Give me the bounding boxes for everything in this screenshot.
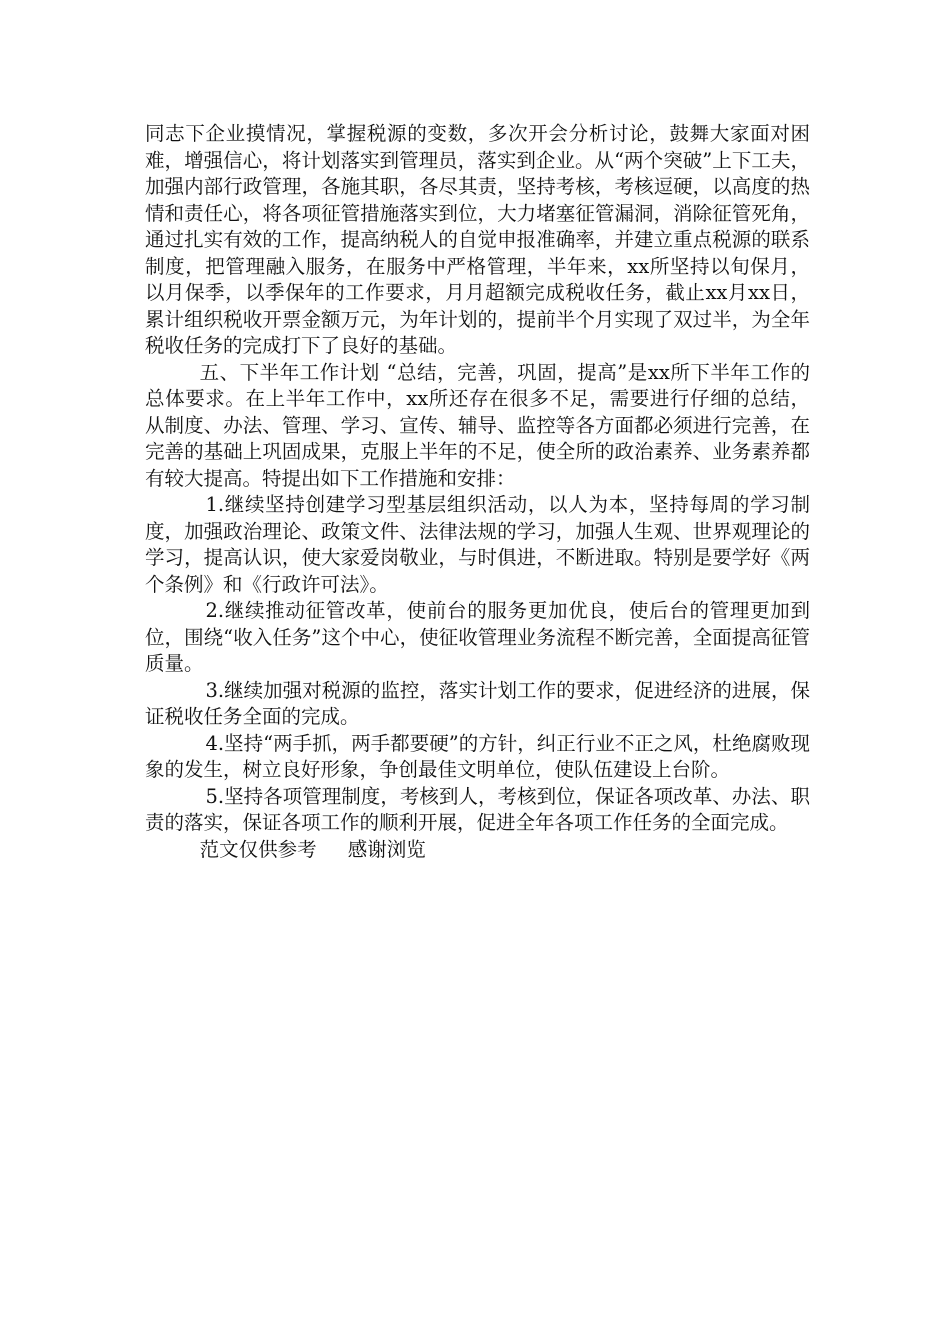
work-plan-paragraph: 五、下半年工作计划 “总结，完善，巩固，提高”是xx所下半年工作的总体要求。在上半年工作中，xx所还存在很多不足，需要进行仔细的总结，从制度、办法、管理、学习、宣传、辅导、监控等各方面都必须进行完善，在完善的基础上巩固成果，克服上半年的不足，使全所的政治素养、业务素养都有较大提高。特提出如下工作措施和安排： — [145, 360, 810, 490]
plan-item-3: 3.继续加强对税源的监控，落实计划工作的要求，促进经济的进展，保证税收任务全面的完成。 — [145, 678, 810, 728]
document-body — [145, 121, 810, 863]
plan-item-1: 1.继续坚持创建学习型基层组织活动，以人为本，坚持每周的学习制度，加强政治理论、政策文件、法律法规的学习，加强人生观、世界观理论的学习，提高认识，使大家爱岗敬业，与时俱进，不断进取。特别是要学好《两个条例》和《行政许可法》。 — [145, 493, 810, 596]
plan-item-5: 5.坚持各项管理制度，考核到人，考核到位，保证各项改革、办法、职责的落实，保证各项工作的顺利开展，促进全年各项工作任务的全面完成。 — [145, 784, 810, 834]
plan-item-2: 2.继续推动征管改革，使前台的服务更加优良，使后台的管理更加到位，围绕“收入任务”这个中心，使征收管理业务流程不断完善，全面提高征管质量。 — [145, 599, 810, 675]
body-paragraph-continued: 同志下企业摸情况，掌握税源的变数，多次开会分析讨论，鼓舞大家面对困难，增强信心，将计划落实到管理员，落实到企业。从“两个突破”上下工夫，加强内部行政管理，各施其职，各尽其责，坚持考核，考核逗硬，以高度的热情和责任心，将各项征管措施落实到位，大力堵塞征管漏洞，消除征管死角，通过扎实有效的工作，提高纳税人的自觉申报准确率，并建立重点税源的联系制度，把管理融入服务，在服务中严格管理，半年来，xx所坚持以旬保月，以月保季，以季保年的工作要求，月月超额完成税收任务，截止xx月xx日，累计组织税收开票金额万元，为年计划的，提前半个月实现了双过半，为全年税收任务的完成打下了良好的基础。 — [145, 122, 810, 357]
footer-line — [145, 837, 810, 864]
footer-thanks-note: 感谢浏览 — [347, 837, 426, 861]
plan-item-4: 4.坚持“两手抓，两手都要硬”的方针，纠正行业不正之风，杜绝腐败现象的发生，树立良好形象，争创最佳文明单位，使队伍建设上台阶。 — [145, 731, 810, 781]
footer-reference-note: 范文仅供参考 — [199, 837, 317, 861]
